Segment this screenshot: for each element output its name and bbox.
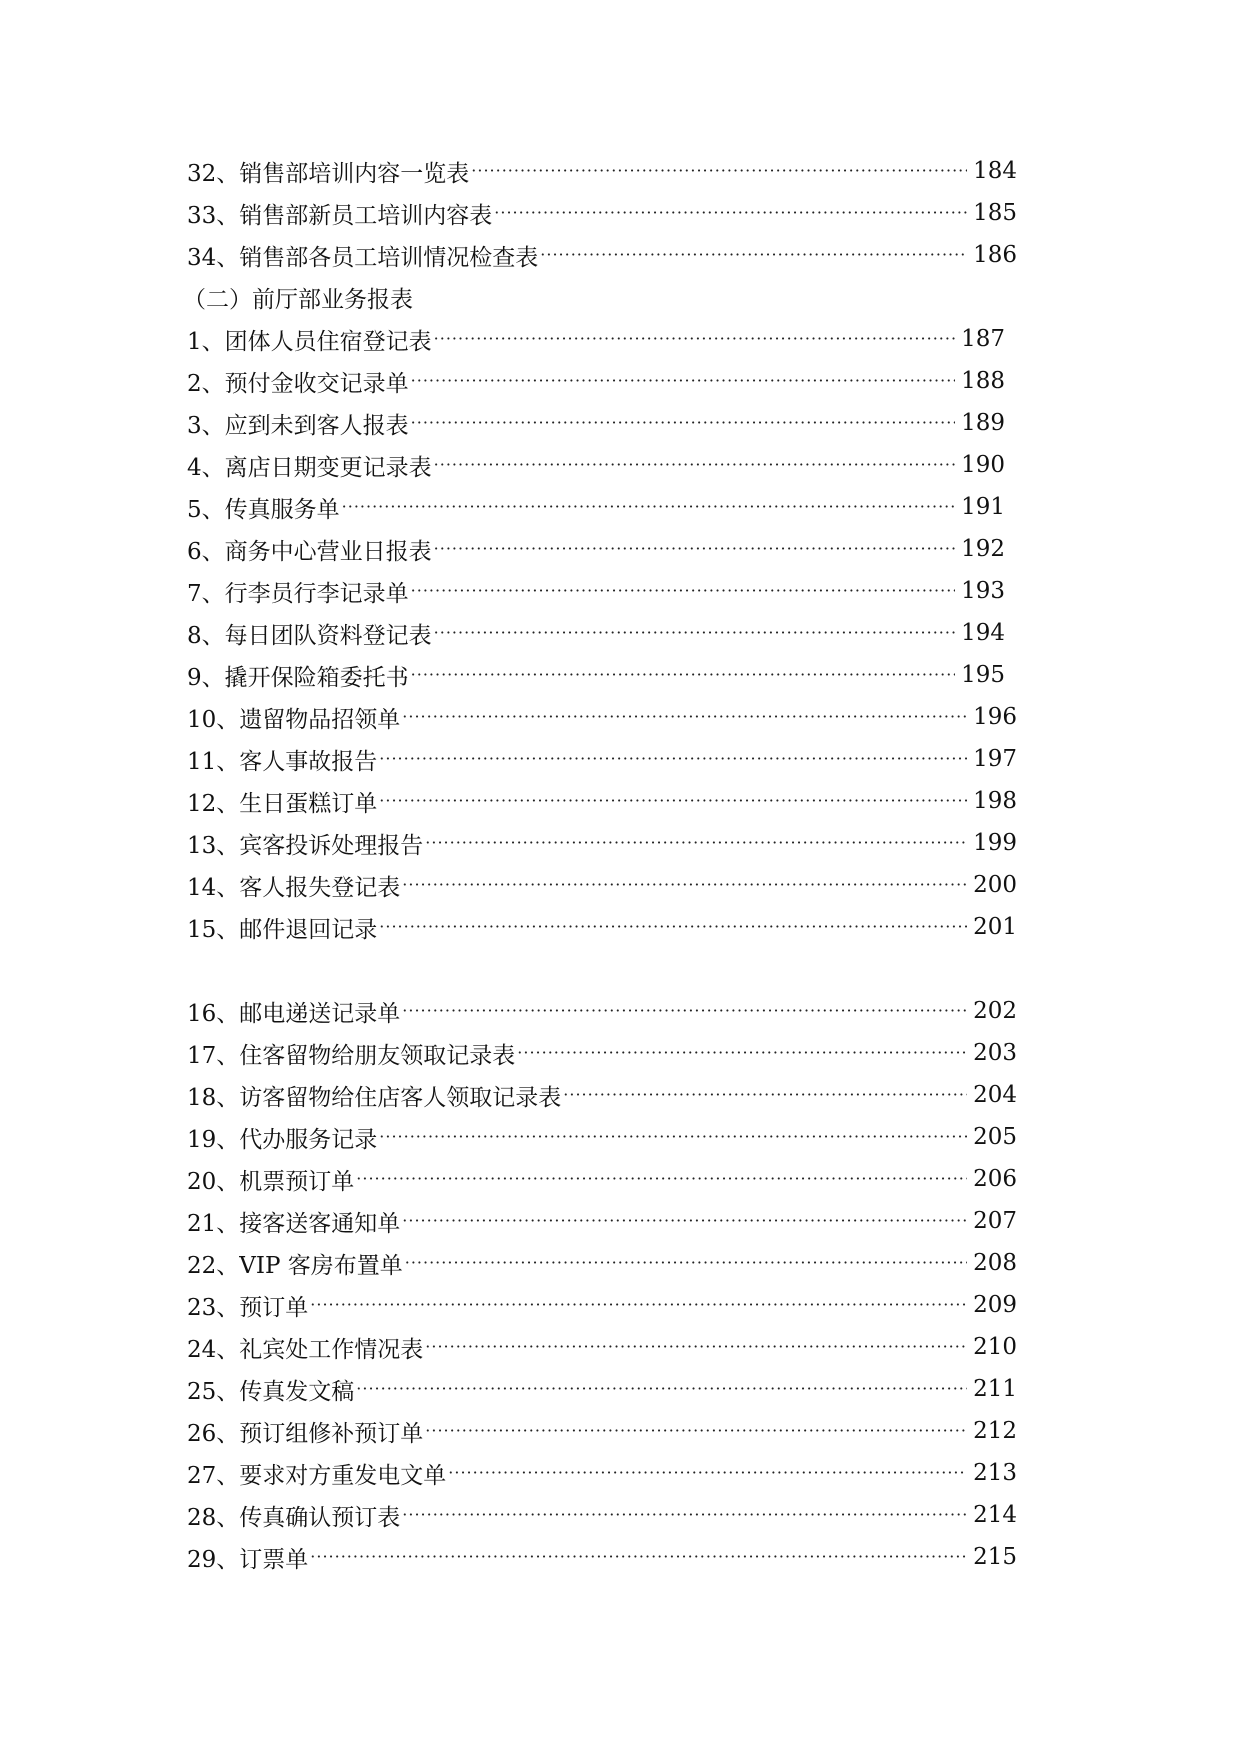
toc-entry <box>187 1242 1017 1284</box>
toc-leader-dots <box>342 486 955 528</box>
toc-leader-dots <box>310 1536 967 1578</box>
toc-entry-page: 212 <box>973 1418 1017 1444</box>
toc-entry-title: 13、宾客投诉处理报告 <box>187 832 424 859</box>
toc-entry-page: 189 <box>961 410 1005 436</box>
toc-entry <box>187 234 1017 276</box>
toc-entry <box>187 444 1017 486</box>
toc-leader-dots <box>448 1452 967 1494</box>
toc-entry-page: 204 <box>973 1082 1017 1108</box>
toc-entry-page: 215 <box>973 1544 1017 1570</box>
toc-entry-page: 188 <box>961 368 1005 394</box>
toc-entry-page: 213 <box>973 1460 1017 1486</box>
toc-entry <box>187 150 1017 192</box>
toc-entry-title: 4、离店日期变更记录表 <box>187 454 432 481</box>
toc-leader-dots <box>517 1032 967 1074</box>
toc-entry-title: 33、销售部新员工培训内容表 <box>187 202 493 229</box>
toc-leader-dots <box>402 1494 967 1536</box>
toc-leader-dots <box>379 906 967 948</box>
toc-entry <box>187 192 1017 234</box>
toc-entry-page: 193 <box>961 578 1005 604</box>
toc-leader-dots <box>379 738 967 780</box>
toc-entry-page: 187 <box>961 326 1005 352</box>
toc-entry-page: 199 <box>973 830 1017 856</box>
toc-entry-title: 12、生日蛋糕订单 <box>187 790 378 817</box>
toc-entry-page: 190 <box>961 452 1005 478</box>
toc-leader-dots <box>402 696 967 738</box>
toc-leader-dots <box>411 654 955 696</box>
toc-entry-page: 210 <box>973 1334 1017 1360</box>
toc-entry <box>187 1368 1017 1410</box>
toc-entry-title: 34、销售部各员工培训情况检查表 <box>187 244 539 271</box>
toc-entry-page: 197 <box>973 746 1017 772</box>
toc-entry-title: 3、应到未到客人报表 <box>187 412 409 439</box>
toc-leader-dots <box>402 990 967 1032</box>
toc-entry <box>187 822 1017 864</box>
toc-entry <box>187 1284 1017 1326</box>
toc-entry <box>187 612 1017 654</box>
toc-entry <box>187 570 1017 612</box>
toc-leader-dots <box>310 1284 967 1326</box>
toc-entry <box>187 780 1017 822</box>
toc-entry-title: 11、客人事故报告 <box>187 748 378 775</box>
toc-entry-title: 10、遗留物品招领单 <box>187 706 401 733</box>
toc-entry-title: 7、行李员行李记录单 <box>187 580 409 607</box>
toc-entry <box>187 1536 1017 1578</box>
toc-entry-title: 17、住客留物给朋友领取记录表 <box>187 1042 516 1069</box>
toc-entry-title: 22、VIP 客房布置单 <box>187 1252 403 1279</box>
toc-leader-dots <box>425 822 967 864</box>
toc-entry <box>187 1116 1017 1158</box>
toc-entry <box>187 696 1017 738</box>
toc-entry-title: 26、预订组修补预订单 <box>187 1420 424 1447</box>
toc-leader-dots <box>379 1116 967 1158</box>
toc-entry <box>187 906 1017 948</box>
toc-entry-title: 21、接客送客通知单 <box>187 1210 401 1237</box>
toc-entry-title: 27、要求对方重发电文单 <box>187 1462 447 1489</box>
toc-entry <box>187 1074 1017 1116</box>
toc-entry <box>187 486 1017 528</box>
toc-leader-dots <box>563 1074 967 1116</box>
toc-entry-title: 29、订票单 <box>187 1546 309 1573</box>
toc-leader-dots <box>356 1158 967 1200</box>
toc-entry <box>187 318 1017 360</box>
toc-entry <box>187 1032 1017 1074</box>
toc-entry-title: 23、预订单 <box>187 1294 309 1321</box>
toc-list-front-office <box>187 318 1017 948</box>
toc-entry-title: 14、客人报失登记表 <box>187 874 401 901</box>
toc-entry-page: 184 <box>973 158 1017 184</box>
toc-leader-dots <box>540 234 967 276</box>
toc-entry-title: 20、机票预订单 <box>187 1168 355 1195</box>
toc-entry <box>187 738 1017 780</box>
toc-entry <box>187 990 1017 1032</box>
toc-entry-page: 186 <box>973 242 1017 268</box>
toc-leader-dots <box>402 1200 967 1242</box>
toc-leader-dots <box>425 1410 967 1452</box>
toc-entry-title: 18、访客留物给住店客人领取记录表 <box>187 1084 562 1111</box>
toc-leader-dots <box>425 1326 967 1368</box>
toc-entry <box>187 528 1017 570</box>
toc-entry-page: 211 <box>973 1376 1017 1402</box>
toc-entry-title: 15、邮件退回记录 <box>187 916 378 943</box>
toc-leader-dots <box>411 360 955 402</box>
toc-entry-title: 28、传真确认预订表 <box>187 1504 401 1531</box>
toc-entry <box>187 1326 1017 1368</box>
toc-entry-title: 5、传真服务单 <box>187 496 340 523</box>
toc-entry <box>187 864 1017 906</box>
toc-leader-dots <box>411 570 955 612</box>
toc-entry-page: 195 <box>961 662 1005 688</box>
toc-entry <box>187 1200 1017 1242</box>
toc-entry-title: 32、销售部培训内容一览表 <box>187 160 470 187</box>
toc-entry-page: 198 <box>973 788 1017 814</box>
toc-leader-dots <box>434 444 955 486</box>
toc-leader-dots <box>402 864 967 906</box>
toc-entry-page: 214 <box>973 1502 1017 1528</box>
toc-block-bottom <box>187 990 1017 1578</box>
toc-entry-title: 19、代办服务记录 <box>187 1126 378 1153</box>
toc-leader-dots <box>494 192 967 234</box>
toc-entry-page: 194 <box>961 620 1005 646</box>
toc-entry-title: 25、传真发文稿 <box>187 1378 355 1405</box>
toc-entry-page: 203 <box>973 1040 1017 1066</box>
toc-leader-dots <box>434 318 955 360</box>
toc-entry-title: 8、每日团队资料登记表 <box>187 622 432 649</box>
toc-entry <box>187 1494 1017 1536</box>
toc-entry <box>187 654 1017 696</box>
toc-entry-page: 209 <box>973 1292 1017 1318</box>
toc-entry-title: 9、撬开保险箱委托书 <box>187 664 409 691</box>
toc-leader-dots <box>471 150 967 192</box>
toc-entry-page: 200 <box>973 872 1017 898</box>
toc-leader-dots <box>434 528 955 570</box>
toc-entry-page: 207 <box>973 1208 1017 1234</box>
section-heading: （二）前厅部业务报表 <box>183 286 413 313</box>
toc-leader-dots <box>434 612 955 654</box>
toc-entry-page: 185 <box>973 200 1017 226</box>
toc-entry-title: 24、礼宾处工作情况表 <box>187 1336 424 1363</box>
toc-entry <box>187 1452 1017 1494</box>
toc-entry-page: 208 <box>973 1250 1017 1276</box>
toc-entry-page: 205 <box>973 1124 1017 1150</box>
toc-list-front-office-continued <box>187 990 1017 1578</box>
toc-leader-dots <box>411 402 955 444</box>
toc-entry-title: 2、预付金收交记录单 <box>187 370 409 397</box>
toc-entry-page: 191 <box>961 494 1005 520</box>
toc-list-sales <box>187 150 1017 276</box>
toc-entry <box>187 402 1017 444</box>
toc-entry-title: 1、团体人员住宿登记表 <box>187 328 432 355</box>
toc-leader-dots <box>356 1368 967 1410</box>
toc-entry-page: 201 <box>973 914 1017 940</box>
toc-leader-dots <box>405 1242 967 1284</box>
toc-entry-page: 206 <box>973 1166 1017 1192</box>
toc-entry-title: 6、商务中心营业日报表 <box>187 538 432 565</box>
toc-entry-title: 16、邮电递送记录单 <box>187 1000 401 1027</box>
toc-entry <box>187 1158 1017 1200</box>
toc-block-top <box>183 150 1017 948</box>
toc-leader-dots <box>379 780 967 822</box>
toc-entry <box>187 1410 1017 1452</box>
toc-entry-page: 196 <box>973 704 1017 730</box>
toc-entry-page: 192 <box>961 536 1005 562</box>
toc-entry <box>187 360 1017 402</box>
toc-entry-page: 202 <box>973 998 1017 1024</box>
